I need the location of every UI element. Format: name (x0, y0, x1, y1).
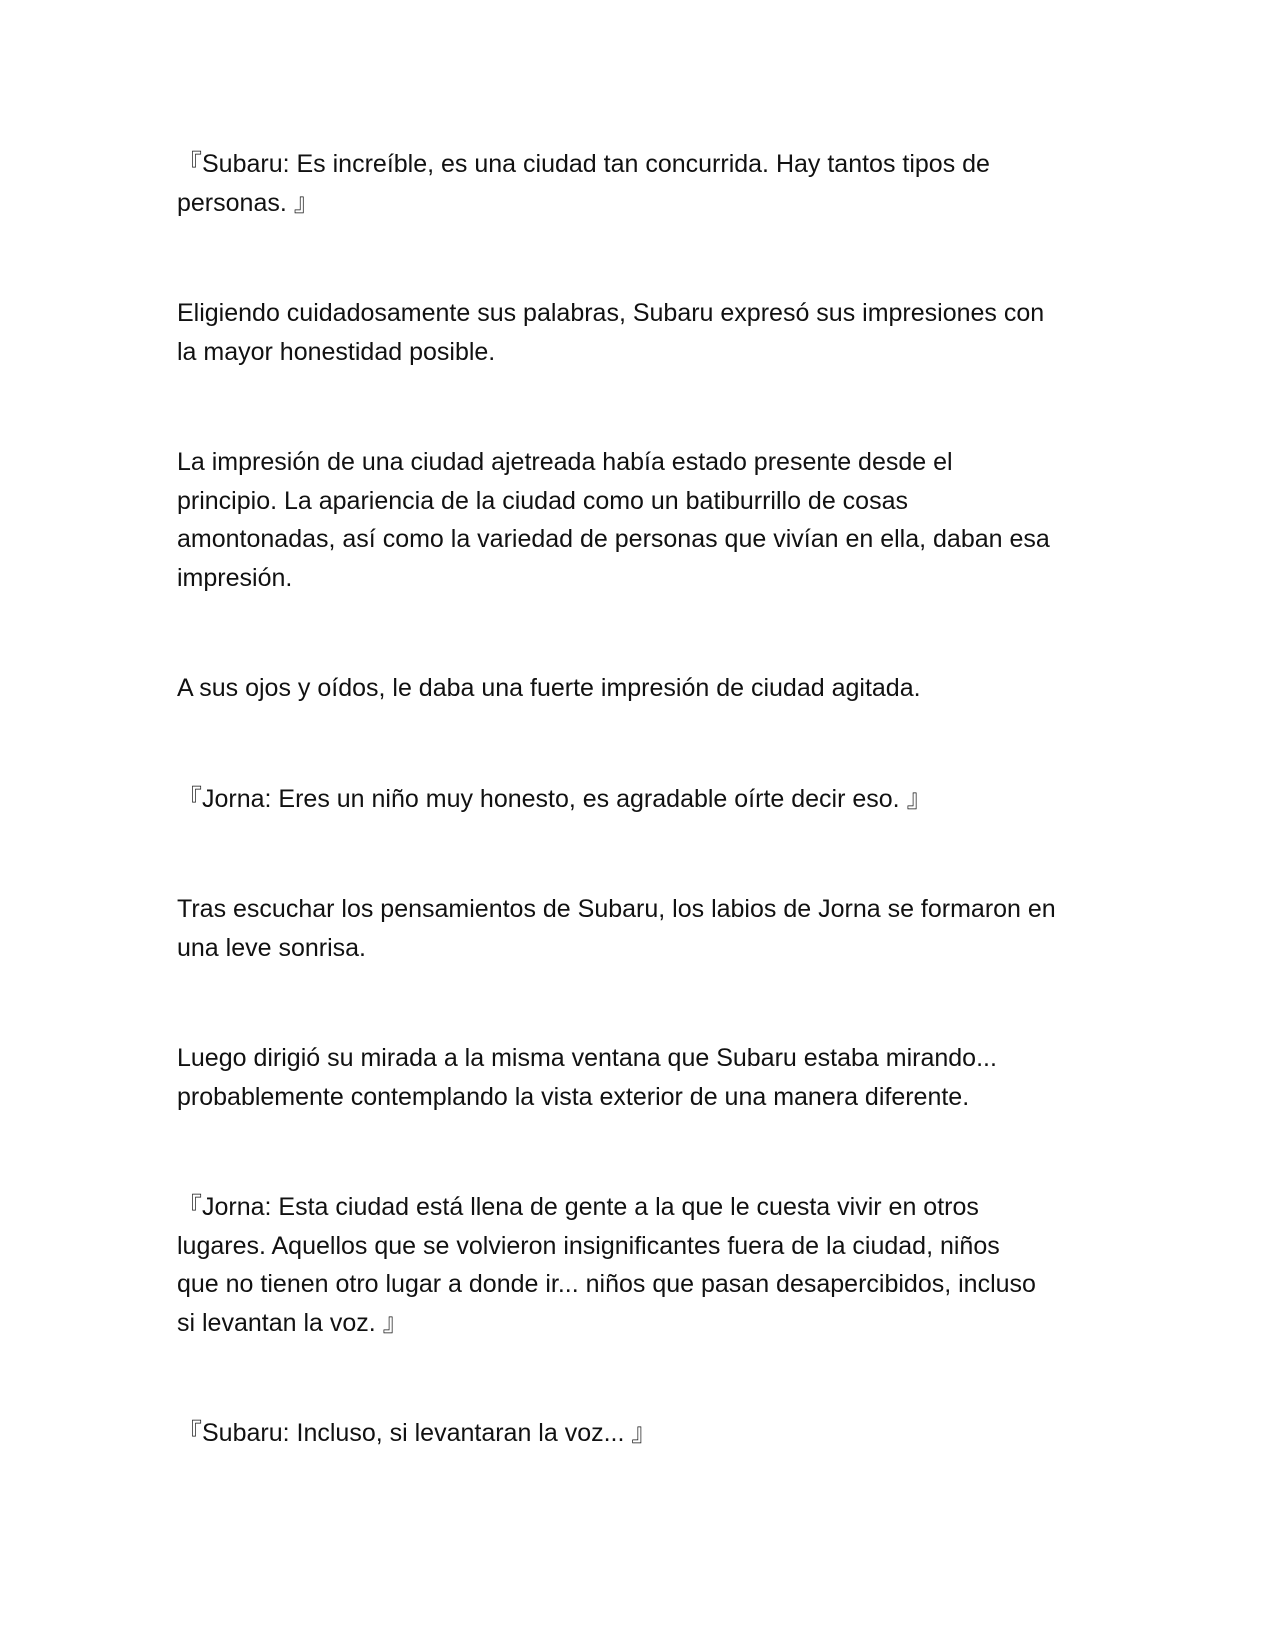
paragraph-narration-4 (177, 890, 1122, 967)
paragraph-narration-1 (177, 294, 1122, 371)
paragraph-spacer (177, 818, 1122, 890)
text-line: 『Jorna: Esta ciudad está llena de gente a la que le cuesta vivir en otros (177, 1193, 979, 1221)
text-line: lugares. Aquellos que se volvieron insignificantes fuera de la ciudad, niños (177, 1231, 1000, 1260)
paragraph-spacer (177, 708, 1122, 780)
text-line: Eligiendo cuidadosamente sus palabras, Subaru expresó sus impresiones con (177, 299, 1045, 327)
text-line: Tras escuchar los pensamientos de Subaru, los labios de Jorna se formaron en (177, 895, 1056, 923)
text-line: 『Subaru: Es increíble, es una ciudad tan concurrida. Hay tantos tipos de (177, 150, 990, 178)
paragraph-dialogue-subaru-1 (177, 145, 1122, 222)
document-body (177, 145, 1122, 1453)
paragraph-dialogue-jorna-1 (177, 780, 1122, 819)
paragraph-spacer (177, 1342, 1122, 1414)
text-line: 『Subaru: Incluso, si levantaran la voz... 』 (177, 1419, 657, 1447)
text-line: impresión. (177, 563, 293, 592)
text-line: una leve sonrisa. (177, 933, 367, 962)
paragraph-spacer (177, 1116, 1122, 1188)
text-line: si levantan la voz. 』 (177, 1308, 408, 1337)
paragraph-dialogue-jorna-2 (177, 1188, 1122, 1342)
paragraph-narration-5 (177, 1039, 1122, 1116)
text-line: A sus ojos y oídos, le daba una fuerte impresión de ciudad agitada. (177, 674, 921, 702)
paragraph-spacer (177, 371, 1122, 443)
paragraph-dialogue-subaru-2 (177, 1414, 1122, 1453)
text-line: la mayor honestidad posible. (177, 337, 496, 366)
text-line: Luego dirigió su mirada a la misma ventana que Subaru estaba mirando... (177, 1044, 997, 1072)
text-line: La impresión de una ciudad ajetreada había estado presente desde el (177, 448, 953, 476)
text-line: probablemente contemplando la vista exterior de una manera diferente. (177, 1082, 970, 1111)
paragraph-narration-2 (177, 443, 1122, 597)
paragraph-narration-3 (177, 669, 1122, 708)
text-line: principio. La apariencia de la ciudad como un batiburrillo de cosas (177, 486, 908, 515)
paragraph-spacer (177, 222, 1122, 294)
paragraph-spacer (177, 967, 1122, 1039)
text-line: amontonadas, así como la variedad de personas que vivían en ella, daban esa (177, 525, 1050, 553)
paragraph-spacer (177, 597, 1122, 669)
text-line: personas. 』 (177, 188, 319, 217)
text-line: 『Jorna: Eres un niño muy honesto, es agradable oírte decir eso. 』 (177, 784, 932, 813)
text-line: que no tienen otro lugar a donde ir... niños que pasan desapercibidos, incluso (177, 1270, 1036, 1298)
